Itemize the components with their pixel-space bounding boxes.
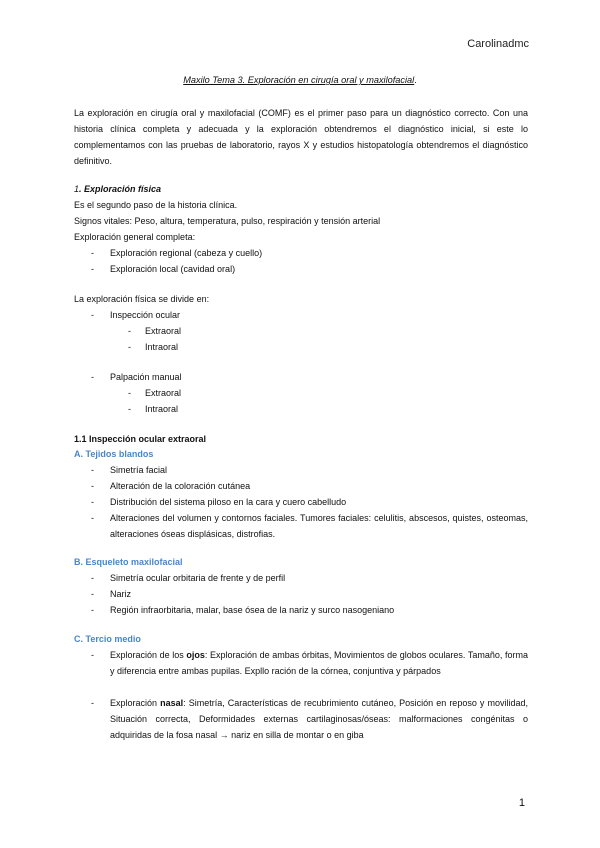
subheading-c: C. Tercio medio xyxy=(74,634,141,644)
title-text: Maxilo Tema 3. Exploración en cirugía oral y maxilofacial xyxy=(183,75,415,85)
intro-paragraph: La exploración en cirugía oral y maxilofacial (COMF) es el primer paso para un diagnóstico correcto. Con una historia clínica completa y adecuada y la exploración obtendremos el diagnóstico inicial, si este lo complementamos con las pruebas de laboratorio, rayos X y estudios histopatología obtendremos el diagnóstico definitivo. xyxy=(74,108,528,166)
list-subitem: Extraoral xyxy=(145,326,182,336)
list-item: Distribución del sistema piloso en la cara y cuero cabelludo xyxy=(110,497,347,507)
dash: - xyxy=(91,465,94,475)
list-item-nasal xyxy=(110,695,528,743)
section-1-heading xyxy=(74,181,161,197)
dash: - xyxy=(128,326,131,336)
list-subitem: Intraoral xyxy=(145,342,179,352)
list-item-ojos xyxy=(110,647,528,679)
dash: - xyxy=(91,481,94,491)
section-1-line1: Es el segundo paso de la historia clínica. xyxy=(74,200,238,210)
dash: - xyxy=(91,573,94,583)
dash: - xyxy=(91,589,94,599)
section-1-line3: Exploración general completa: xyxy=(74,232,196,242)
item-c2-post: : Simetría, Características de recubrimiento cutáneo, Posición en reposo y movilidad, Situación correcta, Deformidades externas cartilaginosas/óseas: malformaciones congénitas o adquiridas de la fosa nasal → nariz en silla de montar o en giba xyxy=(110,698,528,740)
section-1-number: 1 xyxy=(74,184,80,194)
dash: - xyxy=(128,404,131,414)
list-item: Región infraorbitaria, malar, base ósea de la nariz y surco nasogeniano xyxy=(110,605,395,615)
list-item: Simetría ocular orbitaria de frente y de perfil xyxy=(110,573,286,583)
subheading-a: A. Tejidos blandos xyxy=(74,449,154,459)
page-number: 1 xyxy=(518,797,525,809)
dash: - xyxy=(91,310,94,320)
list-subitem: Intraoral xyxy=(145,404,179,414)
page-title xyxy=(0,75,600,85)
item-c2-bold: nasal xyxy=(160,698,184,708)
list-item: Alteraciones del volumen y contornos faciales. Tumores faciales: celulitis, abscesos, quistes, osteomas, alteraciones óseas displásicas, distrofias. xyxy=(110,513,528,539)
header-author: Carolinadmc xyxy=(467,38,529,50)
item-c1-post: : Exploración de ambas órbitas, Movimientos de globos oculares. Tamaño, forma y diferencia entre ambas pupilas. Expllo ración de la córnea, conjuntiva y párpados xyxy=(110,650,528,676)
dash: - xyxy=(91,372,94,382)
list-item: Alteración de la coloración cutánea xyxy=(110,481,251,491)
dash: - xyxy=(128,388,131,398)
dash: - xyxy=(128,342,131,352)
list-item: Exploración regional (cabeza y cuello) xyxy=(110,248,263,258)
subheading-b: B. Esqueleto maxilofacial xyxy=(74,557,183,567)
dash: - xyxy=(91,513,94,523)
divide-line: La exploración física se divide en: xyxy=(74,294,210,304)
dash: - xyxy=(91,248,94,258)
section-1-line2: Signos vitales: Peso, altura, temperatura, pulso, respiración y tensión arterial xyxy=(74,216,381,226)
dash: - xyxy=(91,605,94,615)
item-c2-pre: Exploración xyxy=(110,698,161,708)
list-item: Palpación manual xyxy=(110,372,182,382)
title-end: . xyxy=(414,75,417,85)
section-1-title: . Exploración física xyxy=(79,184,162,194)
section-1-1-heading: 1.1 Inspección ocular extraoral xyxy=(74,434,207,444)
list-item: Exploración local (cavidad oral) xyxy=(110,264,236,274)
dash: - xyxy=(91,264,94,274)
dash: - xyxy=(91,650,94,660)
dash: - xyxy=(91,698,94,708)
dash: - xyxy=(91,497,94,507)
list-subitem: Extraoral xyxy=(145,388,182,398)
list-item: Inspección ocular xyxy=(110,310,181,320)
list-item: Simetría facial xyxy=(110,465,168,475)
item-c1-bold: ojos xyxy=(186,650,205,660)
item-c1-pre: Exploración de los xyxy=(110,650,187,660)
list-item: Nariz xyxy=(110,589,132,599)
